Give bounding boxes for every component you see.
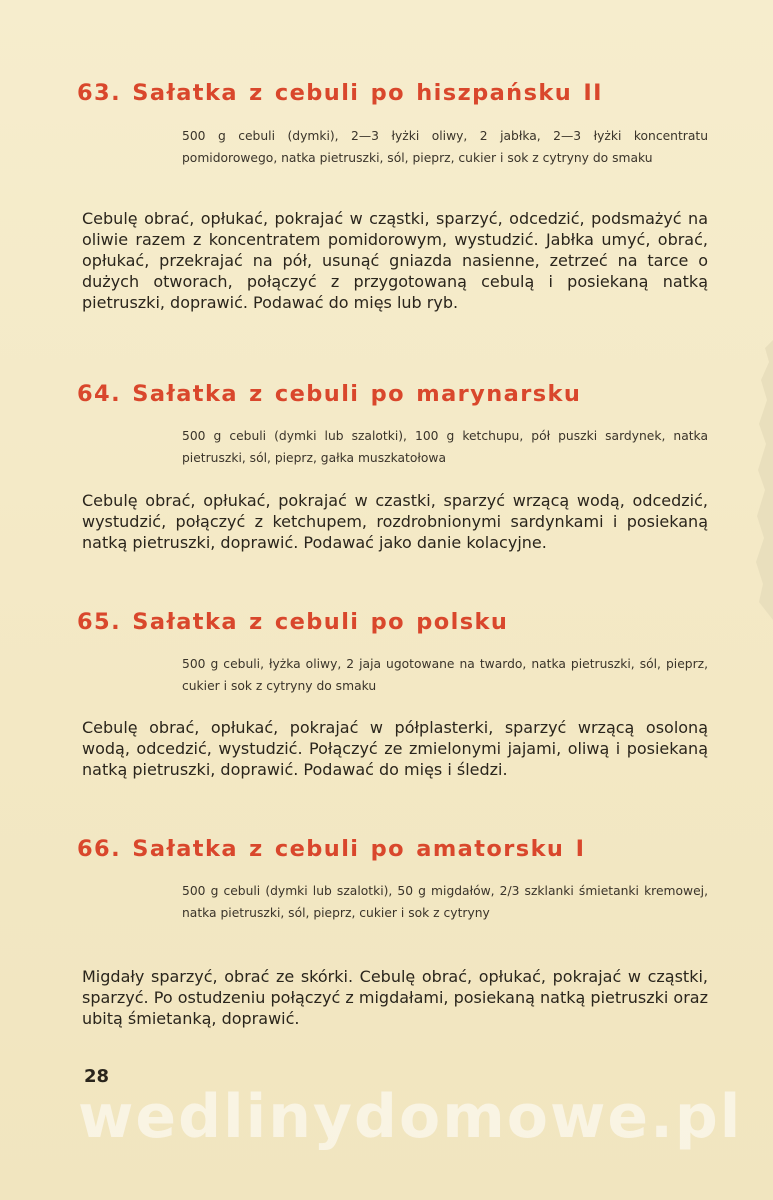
recipe-ingredients: 500 g cebuli (dymki), 2—3 łyżki oliwy, 2 jabłka, 2—3 łyżki koncentratu pomidorowego, natka pietruszki, sól, pieprz, cukier i sok z cytryny do smaku [182, 129, 708, 165]
recipe-title: 64. Sałatka z cebuli po marynarsku [77, 381, 582, 407]
recipe-method: Cebulę obrać, opłukać, pokrajać w cząstki, sparzyć, odcedzić, podsmażyć na oliwie razem z koncentratem pomidorowym, wystudzić. Jabłka umyć, obrać, opłukać, przekrajać na pół, usunąć gniazda nasienne, zetrzeć na tarce o dużych otworach, połączyć z przygotowaną cebulą i posiekaną natką pietruszki, doprawić. Podawać do mięs lub ryb. [82, 209, 708, 312]
recipe-ingredients: 500 g cebuli, łyżka oliwy, 2 jaja ugotowane na twardo, natka pietruszki, sól, pieprz, cukier i sok z cytryny do smaku [182, 657, 708, 693]
recipe-method: Cebulę obrać, opłukać, pokrajać w półplasterki, sparzyć wrzącą osoloną wodą, odcedzić, wystudzić. Połączyć ze zmielonymi jajami, oliwą i posiekaną natką pietruszki, doprawić. Podawać do mięs i śledzi. [82, 718, 708, 779]
watermark-text: wedlinydomowe.pl [78, 1082, 743, 1152]
recipe-method: Cebulę obrać, opłukać, pokrajać w czastki, sparzyć wrzącą wodą, odcedzić, wystudzić, połączyć z ketchupem, rozdrobnionymi sardynkami i posiekaną natką pietruszki, doprawić. Podawać jako danie kolacyjne. [82, 491, 708, 552]
recipe-title: 63. Sałatka z cebuli po hiszpańsku II [77, 80, 603, 106]
page-number: 28 [84, 1066, 110, 1087]
recipe-title: 65. Sałatka z cebuli po polsku [77, 609, 509, 635]
recipe-ingredients: 500 g cebuli (dymki lub szalotki), 100 g ketchupu, pół puszki sardynek, natka pietruszki, sól, pieprz, gałka muszkatołowa [182, 429, 708, 465]
recipe-method: Migdały sparzyć, obrać ze skórki. Cebulę obrać, opłukać, pokrajać w cząstki, sparzyć. Po ostudzeniu połączyć z migdałami, posiekaną natką pietruszki oraz ubitą śmietanką, doprawić. [82, 967, 708, 1028]
torn-page-edge [739, 340, 773, 620]
recipe-ingredients: 500 g cebuli (dymki lub szalotki), 50 g migdałów, 2/3 szklanki śmietanki kremowej, natka pietruszki, sól, pieprz, cukier i sok z cytryny [182, 884, 708, 920]
recipe-title: 66. Sałatka z cebuli po amatorsku I [77, 836, 586, 862]
